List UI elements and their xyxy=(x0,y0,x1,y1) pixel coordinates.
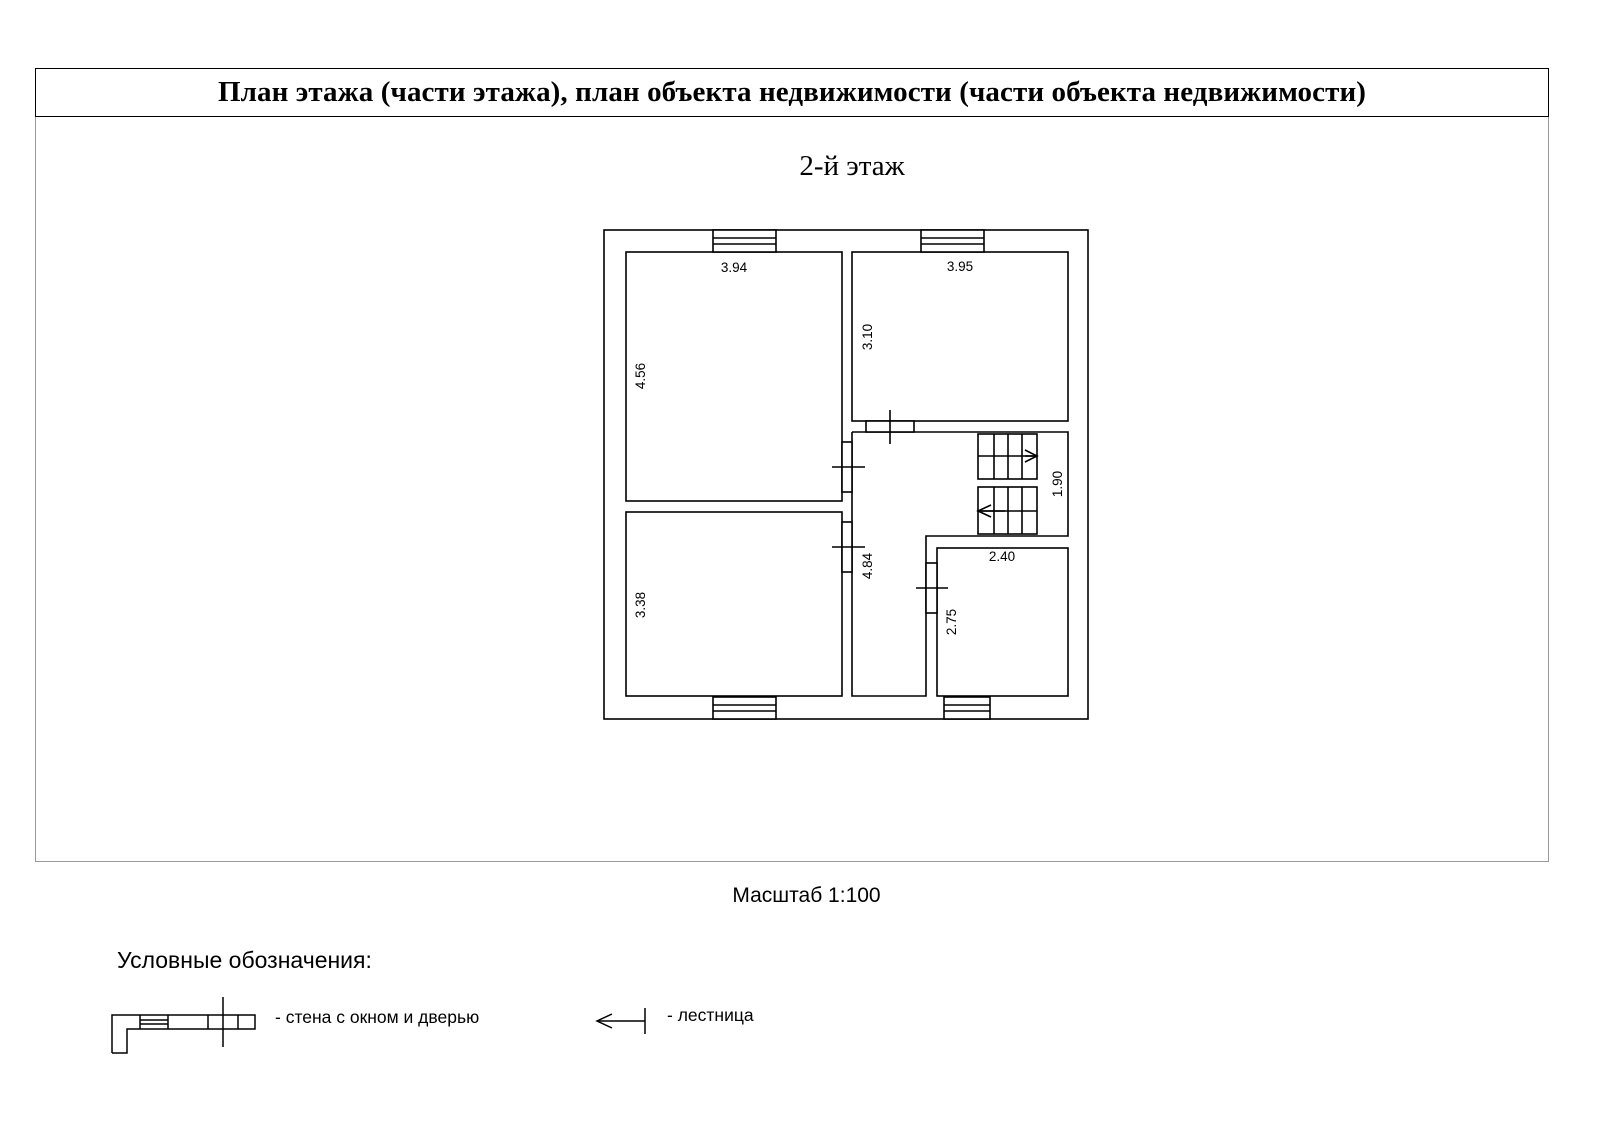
legend-stair-label: - лестница xyxy=(667,1005,754,1025)
wall-legend-icon xyxy=(112,997,255,1053)
scale-label: Масштаб 1:100 xyxy=(732,884,881,907)
room4-height: 2.75 xyxy=(944,608,959,636)
room1-width: 3.94 xyxy=(720,260,748,275)
page-title: План этажа (части этажа), план объекта недвижимости (части объекта недвижимости) xyxy=(217,76,1367,108)
room2-width: 3.95 xyxy=(946,259,974,274)
corridor-height: 4.84 xyxy=(860,552,875,580)
floor-label: 2-й этаж xyxy=(799,150,905,182)
legend-title: Условные обозначения: xyxy=(117,947,372,973)
room1-height: 4.56 xyxy=(633,362,648,390)
room2-height: 3.10 xyxy=(860,323,875,351)
room3-height: 3.38 xyxy=(633,591,648,619)
stair-legend-icon xyxy=(597,1008,645,1034)
legend-wall-label: - стена с окном и дверью xyxy=(275,1007,480,1027)
room4-width: 2.40 xyxy=(988,549,1016,564)
stairs-height: 1.90 xyxy=(1050,470,1065,498)
